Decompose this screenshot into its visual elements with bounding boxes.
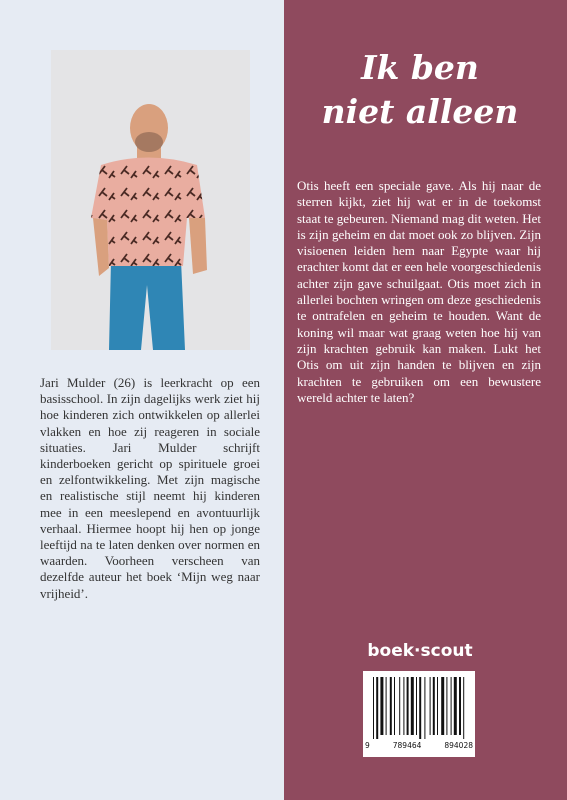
book-title (300, 46, 540, 134)
isbn-group1: 789464 (392, 741, 422, 750)
author-photo (51, 50, 250, 350)
publisher-logo: boek·scout (367, 641, 473, 661)
isbn-barcode (363, 671, 475, 757)
book-blurb: Otis heeft een speciale gave. Als hij naar de sterren kijkt, ziet hij wat er in de toekomst staat te gebeuren. Niemand mag dit weten. Het is zijn geheim en dat moet ook zo blijven. Zijn visioenen leiden hem naar Egypte waar hij erachter komt dat er een hele voorgeschiedenis achter zijn gave schuilgaat. Otis moet zich in allerlei bochten wringen om deze geschiedenis te ontrafelen en geheim te houden. Want de koning wil maar wat graag weten hoe hij van zijn krachten gebruik kan maken. Lukt het Otis om uit zijn handen te blijven en zijn krachten te gebruiken om een bewustere wereld achter te laten? (297, 178, 541, 405)
isbn-number (365, 741, 473, 750)
isbn-group2: 894028 (444, 741, 473, 750)
book-title-line2: niet alleen (321, 92, 519, 131)
barcode-bars-icon (363, 671, 475, 741)
book-title-line1: Ik ben (361, 48, 479, 87)
author-bio: Jari Mulder (26) is leerkracht op een basisschool. In zijn dagelijks werk ziet hij hoe kinderen zich ontwikkelen op allerlei vlakken en hoe zij reageren in sociale situaties. Jari Mulder schrijft kinderboeken gericht op spirituele groei en zelfontwikkeling. Met zijn magische en realistische stijl neemt hij kinderen mee in een meeslepend en avontuurlijk verhaal. Hiermee hoopt hij hen op jonge leeftijd na te laten denken over normen en waarden. Voorheen verscheen van dezelfde auteur het boek ‘Mijn weg naar vrijheid’. (40, 375, 260, 601)
isbn-prefix: 9 (365, 741, 370, 750)
